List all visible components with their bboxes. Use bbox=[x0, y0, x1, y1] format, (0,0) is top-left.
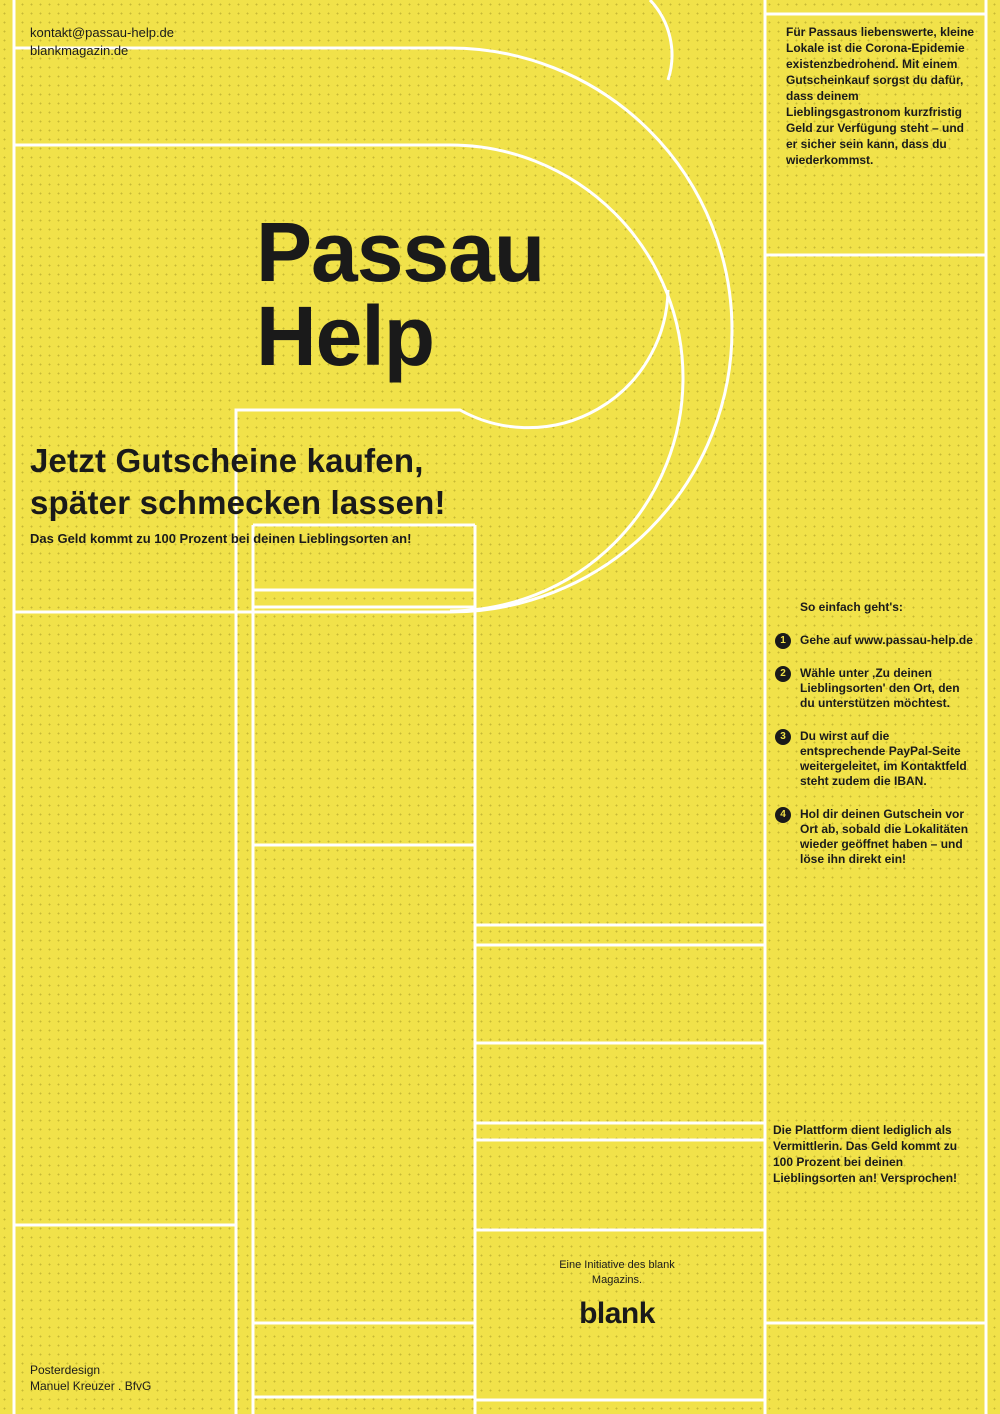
title-line-2: Help bbox=[256, 289, 435, 383]
step-number-badge: 1 bbox=[775, 633, 791, 649]
contact-info bbox=[30, 24, 174, 60]
step-text: Hol dir deinen Gutschein vor Ort ab, sobald die Lokalitäten wieder geöffnet haben – und löse ihn direkt ein! bbox=[800, 807, 969, 866]
step-number-badge: 3 bbox=[775, 729, 791, 745]
steps-title: So einfach geht's: bbox=[800, 600, 903, 614]
subline: Das Geld kommt zu 100 Prozent bei deinen Lieblingsorten an! bbox=[30, 531, 412, 546]
step-item bbox=[772, 633, 977, 648]
step-text: Gehe auf www.passau-help.de bbox=[800, 633, 973, 647]
blank-logo: blank bbox=[579, 1297, 655, 1330]
disclaimer-text: Die Plattform dient lediglich als Vermittlerin. Das Geld kommt zu 100 Prozent bei deinen Lieblingsorten an! Versprochen! bbox=[773, 1123, 958, 1185]
steps-section bbox=[772, 600, 977, 885]
step-text: Du wirst auf die entsprechende PayPal-Seite weitergeleitet, im Kontaktfeld steht zudem die IBAN. bbox=[800, 729, 967, 788]
contact-website: blankmagazin.de bbox=[30, 43, 129, 58]
title-line-1: Passau bbox=[256, 205, 545, 299]
credits-line-2: Manuel Kreuzer . BfvG bbox=[30, 1379, 152, 1393]
step-number-badge: 4 bbox=[775, 807, 791, 823]
initiative-text: Eine Initiative des blank Magazins. bbox=[559, 1259, 675, 1286]
step-item bbox=[772, 666, 977, 711]
poster-credits bbox=[30, 1362, 151, 1394]
poster-title bbox=[256, 205, 545, 383]
headline-line-1: Jetzt Gutscheine kaufen, bbox=[30, 442, 424, 479]
step-text: Wähle unter ‚Zu deinen Lieblingsorten' den Ort, den du unterstützen möchtest. bbox=[800, 666, 960, 710]
step-number-badge: 2 bbox=[775, 666, 791, 682]
step-item bbox=[772, 729, 977, 789]
step-item bbox=[772, 807, 977, 867]
headline-line-2: später schmecken lassen! bbox=[30, 484, 446, 521]
credits-line-1: Posterdesign bbox=[30, 1363, 101, 1377]
headline bbox=[30, 440, 446, 524]
contact-email: kontakt@passau-help.de bbox=[30, 25, 175, 40]
intro-text: Für Passaus liebenswerte, kleine Lokale ist die Corona-Epidemie existenzbedrohend. Mit einem Gutscheinkauf sorgst du dafür, dass deinem Lieblingsgastronom kurzfristig Geld zur Verfügung steht – und er sicher sein kann, dass du wiederkommst. bbox=[786, 25, 975, 167]
